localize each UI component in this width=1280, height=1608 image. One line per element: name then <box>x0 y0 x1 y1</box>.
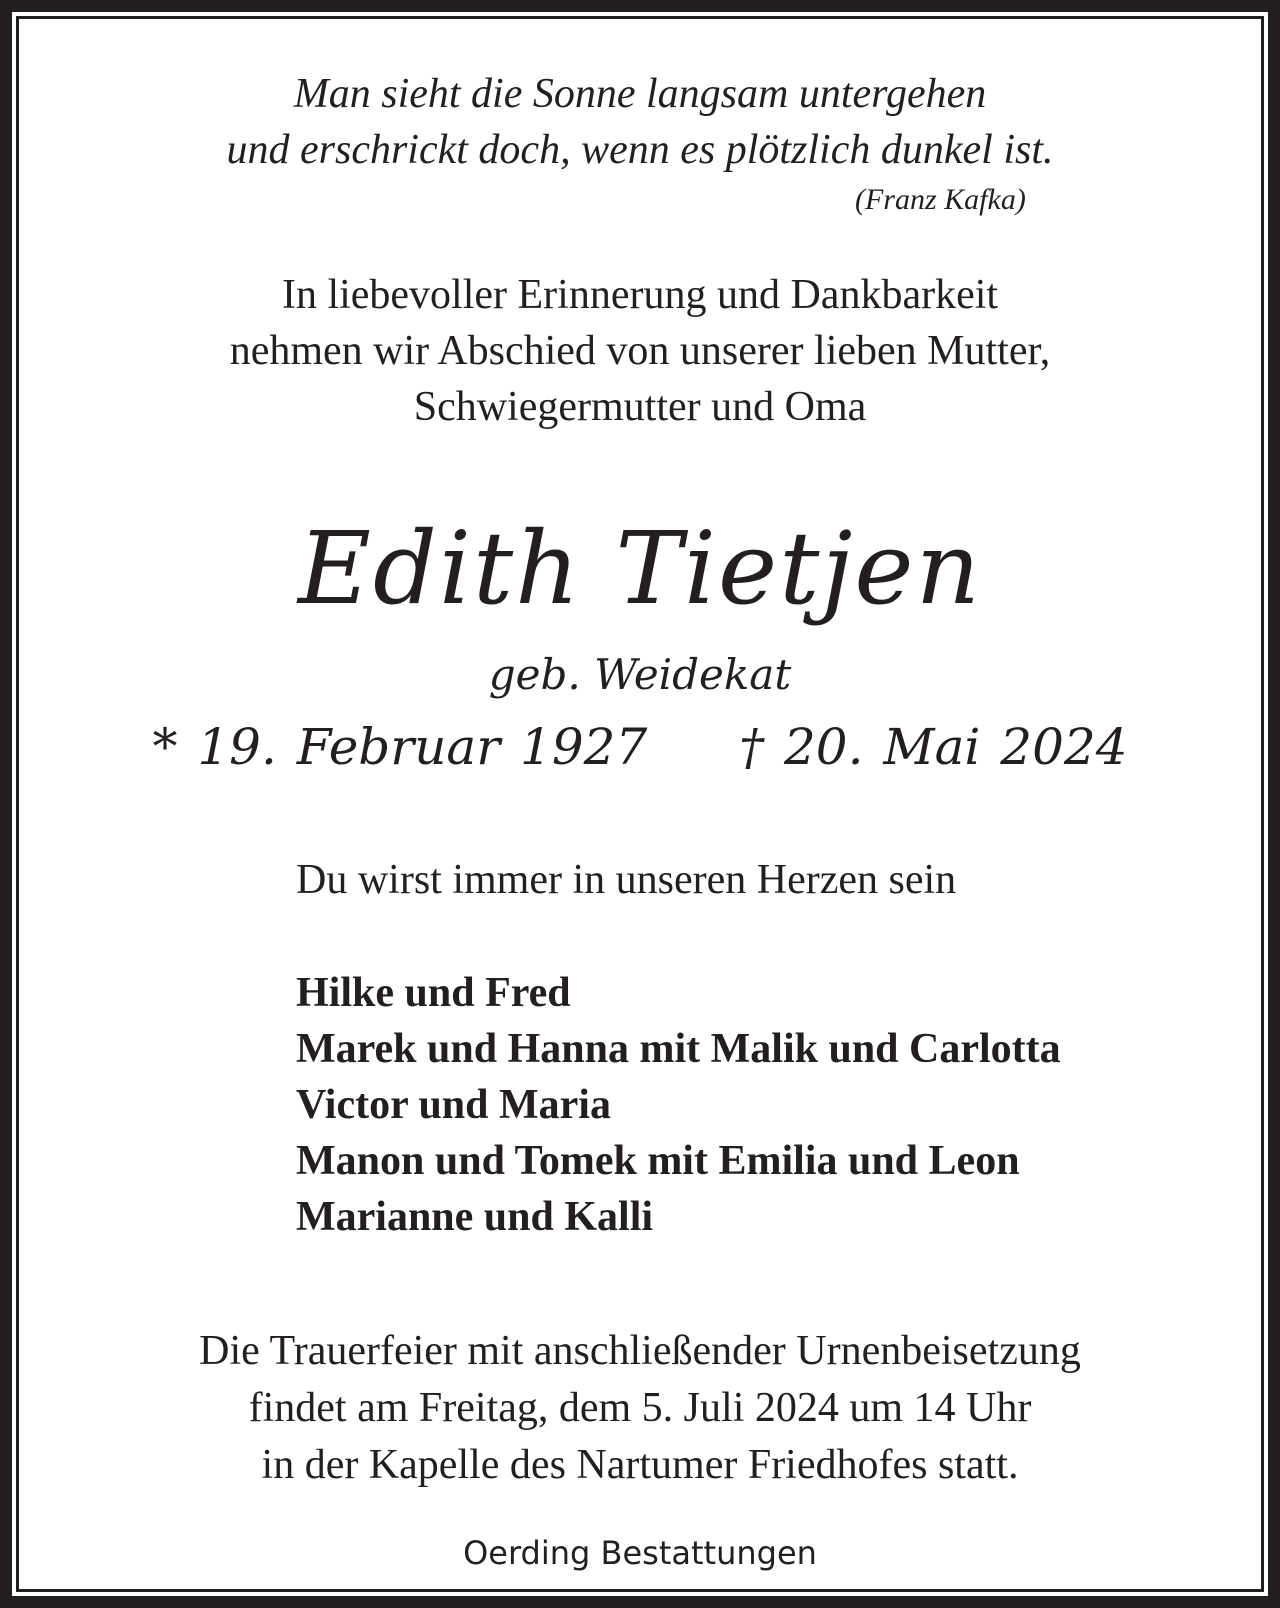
mourner-item: Victor und Maria <box>296 1082 611 1128</box>
death-date: † 20. Mai 2024 <box>739 718 1128 776</box>
funeral-home: Oerding Bestattungen <box>463 1534 817 1572</box>
quote-line-1: Man sieht die Sonne langsam untergehen <box>293 71 987 117</box>
quote-author: (Franz Kafka) <box>855 183 1026 216</box>
heart-line: Du wirst immer in unseren Herzen sein <box>296 857 957 903</box>
intro-line-1: In liebevoller Erinnerung und Dankbarkeit <box>281 272 999 318</box>
mourner-item: Hilke und Fred <box>296 970 571 1016</box>
maiden-name: geb. Weidekat <box>488 650 792 699</box>
intro-line-2: nehmen wir Abschied von unserer lieben Mutter, <box>229 328 1051 374</box>
life-dates <box>0 718 1280 776</box>
funeral-line-1: Die Trauerfeier mit anschließender Urnenbeisetzung <box>199 1328 1081 1374</box>
mourner-item: Manon und Tomek mit Emilia und Leon <box>296 1138 1020 1184</box>
mourners-list <box>296 965 1061 1245</box>
mourner-item: Marek und Hanna mit Malik und Carlotta <box>296 1026 1061 1072</box>
birth-date: * 19. Februar 1927 <box>152 718 648 776</box>
mourner-item: Marianne und Kalli <box>296 1194 654 1240</box>
deceased-name: Edith Tietjen <box>297 510 982 627</box>
funeral-line-3: in der Kapelle des Nartumer Friedhofes statt. <box>261 1442 1019 1488</box>
funeral-line-2: findet am Freitag, dem 5. Juli 2024 um 14 Uhr <box>248 1385 1032 1431</box>
intro-line-3: Schwiegermutter und Oma <box>413 384 867 430</box>
quote-line-2: und erschrickt doch, wenn es plötzlich dunkel ist. <box>226 127 1054 173</box>
